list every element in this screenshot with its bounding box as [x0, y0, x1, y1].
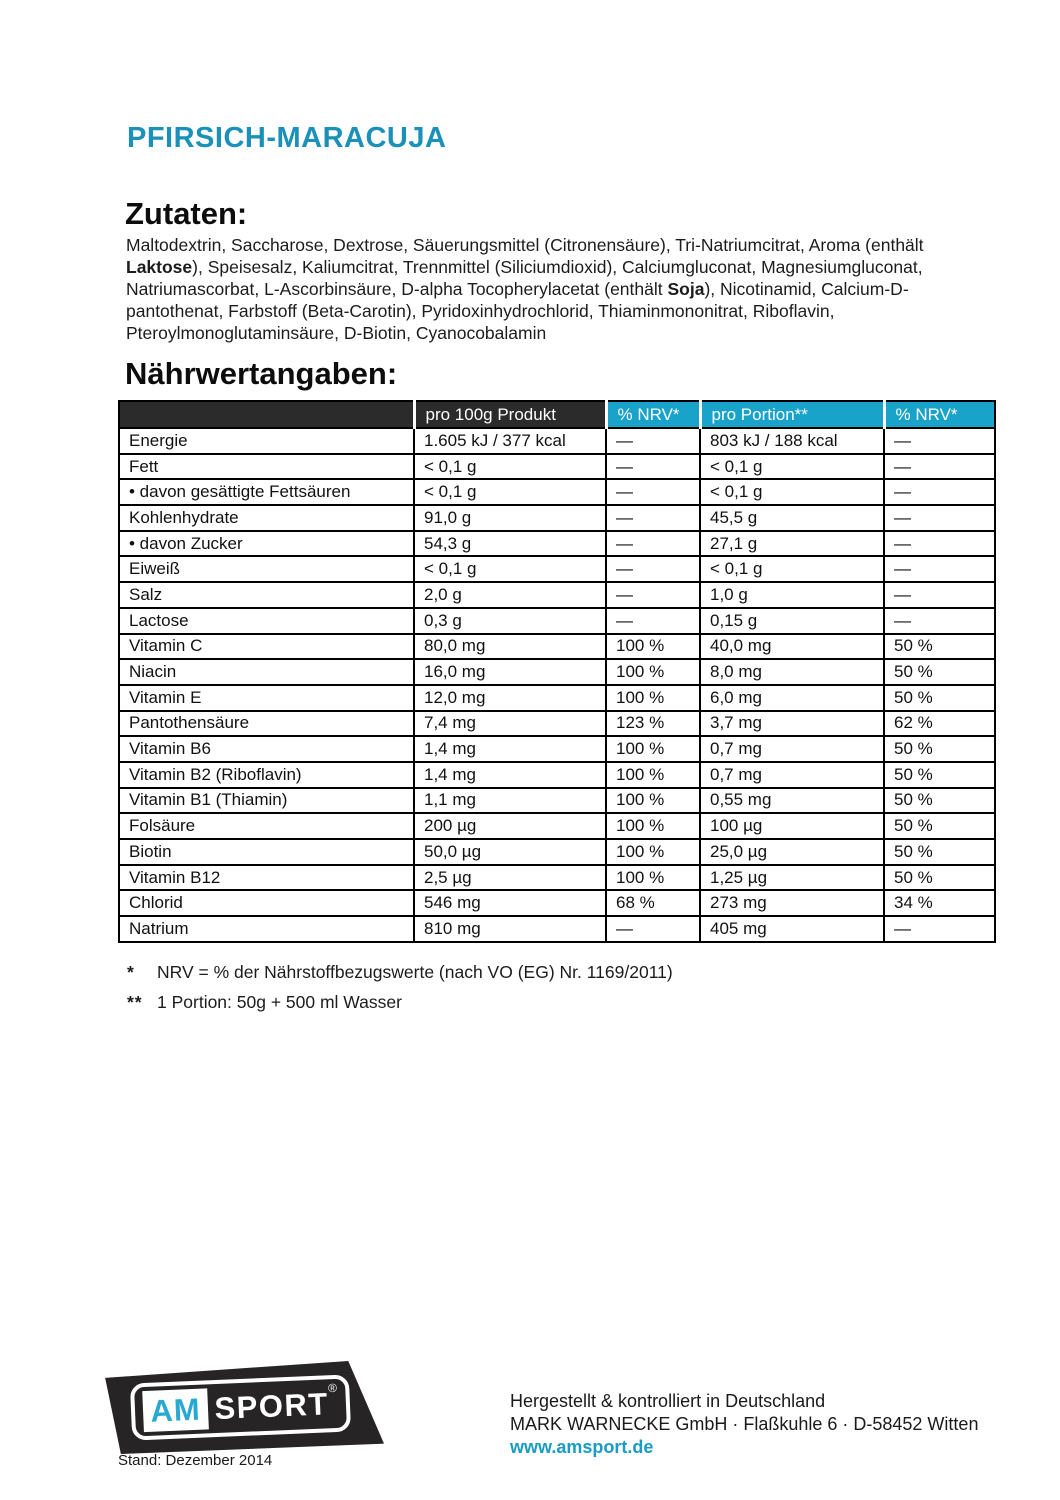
nutrient-label: Pantothensäure [119, 711, 414, 737]
nutrient-value: 100 % [606, 865, 700, 891]
nutrient-value: — [884, 505, 995, 531]
nutrient-value: 50 % [884, 839, 995, 865]
nutrient-value: 54,3 g [414, 531, 606, 557]
nutrient-value: — [884, 916, 995, 942]
footnote-marker: * [127, 962, 135, 982]
nutrient-value: 25,0 µg [700, 839, 884, 865]
nutrient-value: < 0,1 g [414, 479, 606, 505]
registered-trademark-icon: ® [327, 1380, 338, 1396]
footnote-marker: ** [127, 992, 143, 1012]
nutrient-value: — [606, 608, 700, 634]
nutrient-value: 0,7 mg [700, 736, 884, 762]
nutrient-value: 6,0 mg [700, 685, 884, 711]
nutrient-value: 100 µg [700, 813, 884, 839]
nutrient-value: — [606, 582, 700, 608]
table-row [119, 839, 995, 865]
ingredients-segment: Maltodextrin, Saccharose, Dextrose, Säuerungsmittel (Citronensäure), Tri-Natriumcitrat, Aroma (enthält [126, 235, 924, 255]
made-in-line: Hergestellt & kontrolliert in Deutschland [510, 1391, 826, 1411]
nutrient-label: Folsäure [119, 813, 414, 839]
nutrient-value: — [884, 582, 995, 608]
table-row [119, 531, 995, 557]
logo-am-text: AM [149, 1391, 202, 1429]
nutrient-label: Vitamin B12 [119, 865, 414, 891]
header-cell-portion: pro Portion** [700, 401, 884, 428]
footnote-nrv [127, 962, 673, 983]
nutrient-value: 1.605 kJ / 377 kcal [414, 428, 606, 454]
nutrient-value: 100 % [606, 634, 700, 660]
nutrient-value: 0,15 g [700, 608, 884, 634]
nutrient-value: 8,0 mg [700, 659, 884, 685]
nutrient-value: 16,0 mg [414, 659, 606, 685]
header-cell-per100g: pro 100g Produkt [414, 401, 606, 428]
nutrient-value: < 0,1 g [700, 556, 884, 582]
nutrient-value: 0,7 mg [700, 762, 884, 788]
nutrient-value: 405 mg [700, 916, 884, 942]
nutrient-label: Vitamin C [119, 634, 414, 660]
nutrient-value: 50 % [884, 865, 995, 891]
footnote-portion [127, 992, 673, 1013]
nutrient-value: 50,0 µg [414, 839, 606, 865]
nutrient-label: Fett [119, 454, 414, 480]
nutrient-label: Lactose [119, 608, 414, 634]
ingredients-segment: ), Nicotinamid, Calcium-D-pantothenat, Farbstoff (Beta-Carotin), Pyridoxinhydrochlorid, Thiaminmononitrat, Riboflavin, Pteroylmonoglutaminsäure, D-Biotin, Cyanocobalamin [126, 279, 909, 343]
nutrient-value: — [606, 479, 700, 505]
amsport-logo [98, 1360, 384, 1454]
table-row [119, 634, 995, 660]
table-row [119, 865, 995, 891]
nutrient-value: 50 % [884, 813, 995, 839]
header-cell-empty [119, 401, 414, 428]
table-row [119, 685, 995, 711]
nutrient-value: 100 % [606, 788, 700, 814]
table-row [119, 736, 995, 762]
nutrient-value: 100 % [606, 685, 700, 711]
nutrient-value: 100 % [606, 839, 700, 865]
nutrient-value: 100 % [606, 736, 700, 762]
nutrient-value: 50 % [884, 736, 995, 762]
allergen-bold-text: Laktose [126, 257, 193, 277]
footnote-text: 1 Portion: 50g + 500 ml Wasser [157, 992, 402, 1012]
nutrient-value: 50 % [884, 788, 995, 814]
footnote-text: NRV = % der Nährstoffbezugswerte (nach VO (EG) Nr. 1169/2011) [157, 962, 673, 982]
nutrient-value: 50 % [884, 634, 995, 660]
nutrient-value: 40,0 mg [700, 634, 884, 660]
nutrient-value: — [884, 556, 995, 582]
nutrient-value: 100 % [606, 813, 700, 839]
nutrient-value: — [606, 505, 700, 531]
table-row [119, 479, 995, 505]
table-row [119, 916, 995, 942]
nutrient-value: < 0,1 g [700, 454, 884, 480]
nutrient-value: 1,4 mg [414, 736, 606, 762]
ingredients-segment: ), Speisesalz, Kaliumcitrat, Trennmittel (Siliciumdioxid), Calciumgluconat, Magnesiumgluconat, Natriumascorbat, L-Ascorbinsäure, D-alpha Tocopherylacetat (enthält [126, 257, 923, 299]
nutrient-value: 1,0 g [700, 582, 884, 608]
nutrient-label: Vitamin B1 (Thiamin) [119, 788, 414, 814]
nutrient-value: — [884, 428, 995, 454]
nutrient-value: 62 % [884, 711, 995, 737]
nutrient-value: 100 % [606, 762, 700, 788]
table-row [119, 711, 995, 737]
nutrition-table-body [119, 428, 995, 942]
nutrient-value: < 0,1 g [414, 454, 606, 480]
nutrient-label: Vitamin E [119, 685, 414, 711]
nutrient-value: 1,25 µg [700, 865, 884, 891]
nutrient-label: Energie [119, 428, 414, 454]
header-cell-nrv2: % NRV* [884, 401, 995, 428]
table-row [119, 788, 995, 814]
nutrient-value: — [884, 608, 995, 634]
nutrient-value: 68 % [606, 890, 700, 916]
table-row [119, 582, 995, 608]
nutrient-value: 810 mg [414, 916, 606, 942]
nutrient-value: — [606, 531, 700, 557]
nutrient-value: 12,0 mg [414, 685, 606, 711]
nutrient-label: Biotin [119, 839, 414, 865]
table-row [119, 890, 995, 916]
nutrient-label: Vitamin B6 [119, 736, 414, 762]
website-link[interactable]: www.amsport.de [510, 1437, 654, 1457]
nutrient-value: 45,5 g [700, 505, 884, 531]
nutrient-value: 273 mg [700, 890, 884, 916]
nutrient-value: 1,4 mg [414, 762, 606, 788]
nutrient-value: 2,0 g [414, 582, 606, 608]
nutrient-label: Salz [119, 582, 414, 608]
nutrient-label: • davon gesättigte Fettsäuren [119, 479, 414, 505]
nutrient-label: Eiweiß [119, 556, 414, 582]
revision-date: Stand: Dezember 2014 [118, 1452, 273, 1469]
nutrition-table [118, 400, 996, 943]
logo-am-box [143, 1388, 209, 1432]
company-line: MARK WARNECKE GmbH · Flaßkuhle 6 · D-58452 Witten [510, 1414, 979, 1434]
nutrient-label: Niacin [119, 659, 414, 685]
nutrient-value: 7,4 mg [414, 711, 606, 737]
nutrition-heading: Nährwertangaben: [125, 356, 398, 391]
nutrient-value: — [606, 428, 700, 454]
nutrient-value: < 0,1 g [700, 479, 884, 505]
nutrient-value: 50 % [884, 685, 995, 711]
table-row [119, 762, 995, 788]
header-cell-nrv1: % NRV* [606, 401, 700, 428]
nutrient-value: — [606, 556, 700, 582]
ingredients-heading: Zutaten: [125, 196, 248, 231]
nutrient-value: 123 % [606, 711, 700, 737]
footnotes [127, 962, 673, 1022]
table-row [119, 505, 995, 531]
nutrient-value: 0,55 mg [700, 788, 884, 814]
nutrient-label: Vitamin B2 (Riboflavin) [119, 762, 414, 788]
nutrient-value: 50 % [884, 659, 995, 685]
nutrient-value: 2,5 µg [414, 865, 606, 891]
logo-sport-text: SPORT [213, 1385, 330, 1426]
nutrient-value: 27,1 g [700, 531, 884, 557]
nutrient-value: 34 % [884, 890, 995, 916]
nutrient-value: 546 mg [414, 890, 606, 916]
allergen-bold-text: Soja [667, 279, 705, 299]
table-row [119, 659, 995, 685]
table-row [119, 454, 995, 480]
product-title: PFIRSICH-MARACUJA [127, 122, 447, 154]
nutrient-value: — [606, 454, 700, 480]
nutrient-value: — [884, 479, 995, 505]
nutrient-value: 1,1 mg [414, 788, 606, 814]
nutrient-label: Natrium [119, 916, 414, 942]
nutrient-label: Kohlenhydrate [119, 505, 414, 531]
manufacturer-info [510, 1390, 978, 1459]
nutrition-table-header [119, 401, 995, 428]
logo-frame [130, 1374, 351, 1440]
nutrient-label: Chlorid [119, 890, 414, 916]
nutrient-value: 803 kJ / 188 kcal [700, 428, 884, 454]
nutrient-value: < 0,1 g [414, 556, 606, 582]
nutrient-value: — [884, 531, 995, 557]
nutrient-value: — [884, 454, 995, 480]
table-row [119, 608, 995, 634]
table-row [119, 556, 995, 582]
nutrient-value: 100 % [606, 659, 700, 685]
nutrient-value: 0,3 g [414, 608, 606, 634]
nutrient-value: 50 % [884, 762, 995, 788]
table-row [119, 813, 995, 839]
nutrient-label: • davon Zucker [119, 531, 414, 557]
ingredients-text [126, 234, 970, 344]
nutrient-value: 80,0 mg [414, 634, 606, 660]
nutrient-value: 3,7 mg [700, 711, 884, 737]
table-row [119, 428, 995, 454]
nutrient-value: 200 µg [414, 813, 606, 839]
nutrient-value: — [606, 916, 700, 942]
nutrient-value: 91,0 g [414, 505, 606, 531]
